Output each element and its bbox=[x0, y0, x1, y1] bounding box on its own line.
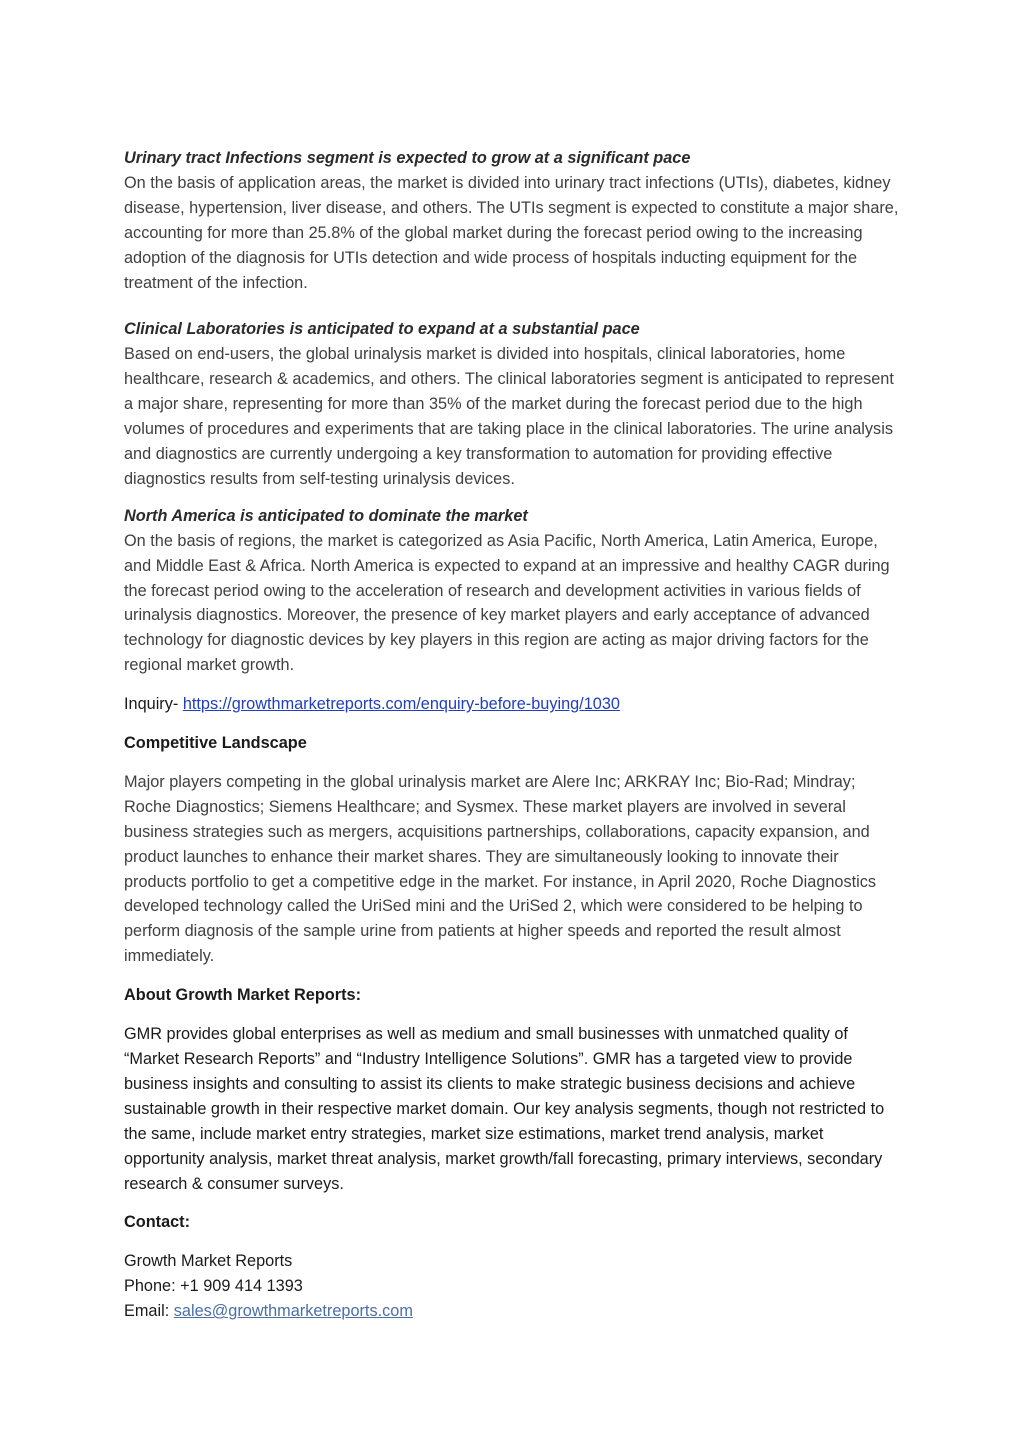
competitive-heading: Competitive Landscape bbox=[124, 734, 307, 753]
competitive-body: Major players competing in the global urinalysis market are Alere Inc; ARKRAY Inc; Bio-Rad; Mindray; Roche Diagnostics; Siemens Healthcare; and Sysmex. These market players are involved in several business strategies such as mergers, acquisitions partnerships, collaborations, capacity expansion, and product launches to enhance their market shares. They are simultaneously looking to innovate their products portfolio to get a competitive edge in the market. For instance, in April 2020, Roche Diagnostics developed technology called the UriSed mini and the UriSed 2, which were considered to be helping to perform diagnosis of the sample urine from patients at higher speeds and reported the result almost immediately. bbox=[124, 772, 877, 966]
section-heading: North America is anticipated to dominate the market bbox=[124, 506, 528, 525]
section-body: On the basis of regions, the market is categorized as Asia Pacific, North America, Latin America, Europe, and Middle East & Africa. North America is expected to expand at an impressive and healthy CAGR during the forecast period owing to the acceleration of research and development activities in various fields of urinalysis diagnostics. Moreover, the presence of key market players and early acceptance of advanced technology for diagnostic devices by key players in this region are acting as major driving factors for the regional market growth. bbox=[124, 531, 890, 675]
section-north-america bbox=[124, 504, 904, 678]
inquiry-line bbox=[124, 692, 904, 717]
contact-email-line bbox=[124, 1299, 904, 1324]
section-body: Based on end-users, the global urinalysis market is divided into hospitals, clinical laboratories, home healthcare, research & academics, and others. The clinical laboratories segment is anticipated to represent a major share, representing for more than 35% of the market during the forecast period due to the high volumes of procedures and experiments that are taking place in the clinical laboratories. The urine analysis and diagnostics are currently undergoing a key transformation to automation for providing effective diagnostics results from self-testing urinalysis devices. bbox=[124, 345, 894, 488]
contact-phone: Phone: +1 909 414 1393 bbox=[124, 1277, 303, 1296]
email-link[interactable]: sales@growthmarketreports.com bbox=[173, 1302, 413, 1321]
inquiry-label: Inquiry- bbox=[124, 695, 183, 714]
section-body: On the basis of application areas, the market is divided into urinary tract infections (UTIs), diabetes, kidney disease, hypertension, liver disease, and others. The UTIs segment is expected to constitute a major share, accounting for more than 25.8% of the global market during the forecast period owing to the increasing adoption of the diagnosis for UTIs detection and wide process of hospitals inducting equipment for the treatment of the infection. bbox=[124, 173, 899, 292]
email-label: Email: bbox=[124, 1302, 174, 1321]
about-heading: About Growth Market Reports: bbox=[124, 986, 361, 1005]
section-heading: Urinary tract Infections segment is expected to grow at a significant pace bbox=[124, 149, 691, 167]
contact-company: Growth Market Reports bbox=[124, 1252, 293, 1271]
section-heading: Clinical Laboratories is anticipated to expand at a substantial pace bbox=[124, 320, 640, 339]
contact-heading: Contact: bbox=[124, 1213, 191, 1232]
document-content bbox=[124, 146, 904, 1324]
section-clinical-labs bbox=[124, 317, 904, 491]
inquiry-link[interactable]: https://growthmarketreports.com/enquiry-before-buying/1030 bbox=[182, 695, 620, 714]
contact-block bbox=[124, 1249, 904, 1324]
about-body: GMR provides global enterprises as well as medium and small businesses with unmatched quality of “Market Research Reports” and “Industry Intelligence Solutions”. GMR has a targeted view to provide business insights and consulting to assist its clients to make strategic business decisions and achieve sustainable growth in their respective market domain. Our key analysis segments, though not restricted to the same, include market entry strategies, market size estimations, market trend analysis, market opportunity analysis, market threat analysis, market growth/fall forecasting, primary interviews, secondary research & consumer surveys. bbox=[124, 1025, 885, 1193]
section-uti bbox=[124, 146, 904, 295]
